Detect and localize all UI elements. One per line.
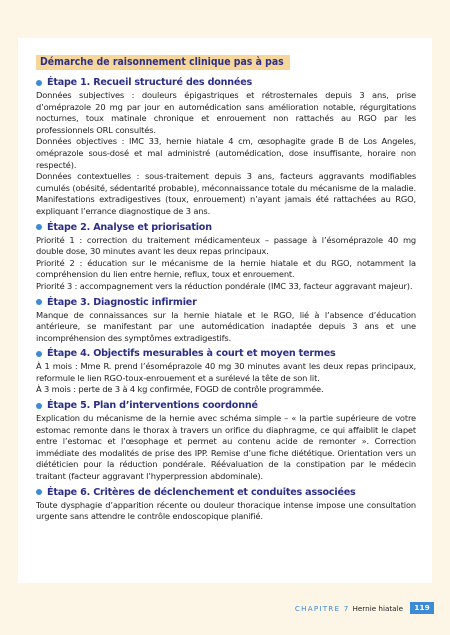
step-paragraph: À 3 mois : perte de 3 à 4 kg confirmée, FOGD de contrôle programmée.	[36, 384, 324, 395]
step-paragraph: Données contextuelles : sous-traitement depuis 3 ans, facteurs aggravants modifiables cumulés (obésité, sédentarité probable), méconnaissance totale du mécanisme de la maladie. Manifestations extradigestives (toux, enrouement) n’ayant jamais été rattachées au RGO, expliquant l’errance diagnostique de 3 ans.	[36, 171, 416, 216]
bullet-icon	[36, 299, 42, 305]
page-sheet	[18, 38, 432, 583]
clinical-reasoning-box	[36, 50, 416, 523]
step-paragraph: Données objectives : IMC 33, hernie hiatale 4 cm, œsophagite grade B de Los Angeles, oméprazole sous-dosé et mal administré (automédication, dose insuffisante, horaire non respecté).	[36, 136, 416, 170]
step-title: Étape 2. Analyse et priorisation	[36, 221, 416, 234]
bullet-icon	[36, 224, 42, 230]
step-2	[36, 221, 416, 293]
step-title: Étape 5. Plan d’interventions coordonné	[36, 399, 416, 412]
bullet-icon	[36, 403, 42, 409]
running-footer	[295, 603, 403, 615]
step-title: Étape 1. Recueil structuré des données	[36, 76, 416, 89]
step-paragraph: Priorité 2 : éducation sur le mécanisme de la hernie hiatale et du RGO, notamment la compréhension du lien entre hernie, reflux, toux et enrouement.	[36, 257, 416, 280]
step-3	[36, 296, 416, 345]
step-paragraph: À 1 mois : Mme R. prend l’ésoméprazole 40 mg 30 minutes avant les deux repas principaux, reformule le lien RGO-toux-enrouement et a surélevé la tête de son lit.	[36, 361, 416, 383]
step-paragraph: Manque de connaissances sur la hernie hiatale et le RGO, lié à l’absence d’éducation antérieure, se manifestant par une automédication inadaptée depuis 3 ans et une incompréhension des symptômes extradigestifs.	[36, 309, 416, 343]
chapter-title: Hernie hiatale	[352, 604, 403, 613]
step-4	[36, 347, 416, 396]
bullet-icon	[36, 489, 42, 495]
step-5	[36, 399, 416, 483]
step-paragraph: Données subjectives : douleurs épigastriques et rétrosternales depuis 3 ans, prise d’oméprazole 20 mg par jour en automédication sans amélioration notable, régurgitations nocturnes, toux matinale chronique et enrouement non rattachés au RGO par les professionnels ORL consultés.	[36, 90, 416, 135]
step-paragraph: Priorité 1 : correction du traitement médicamenteux – passage à l’ésoméprazole 40 mg double dose, 30 minutes avant les deux repas principaux.	[36, 234, 416, 257]
step-title: Étape 3. Diagnostic infirmier	[36, 296, 416, 309]
chapter-label: CHAPITRE 7	[294, 604, 350, 613]
step-6	[36, 486, 416, 523]
page-number: 119	[410, 602, 434, 614]
step-paragraph: Explication du mécanisme de la hernie avec schéma simple – « la partie supérieure de votre estomac remonte dans le thorax à travers un orifice du diaphragme, ce qui affaiblit le clapet entre l’estomac et l’œsophage et permet au contenu acide de remonter ». Correction immédiate des modalités de prise des IPP. Remise d’une fiche diététique. Orientation vers un diététicien pour la réduction pondérale. Réévaluation de la constipation par le médecin traitant (facteur aggravant l’hyperpression abdominale).	[36, 413, 416, 482]
step-paragraph: Priorité 3 : accompagnement vers la réduction pondérale (IMC 33, facteur aggravant majeur).	[36, 280, 413, 291]
bullet-icon	[36, 351, 42, 357]
step-title: Étape 4. Objectifs mesurables à court et moyen termes	[36, 347, 416, 360]
page-footer	[0, 603, 450, 615]
section-title: Démarche de raisonnement clinique pas à pas	[36, 55, 290, 70]
step-1	[36, 76, 416, 218]
step-paragraph: Toute dysphagie d’apparition récente ou douleur thoracique intense impose une consultation urgente sans attendre le contrôle endoscopique planifié.	[36, 499, 416, 522]
step-title: Étape 6. Critères de déclenchement et conduites associées	[36, 486, 416, 499]
bullet-icon	[36, 80, 42, 86]
